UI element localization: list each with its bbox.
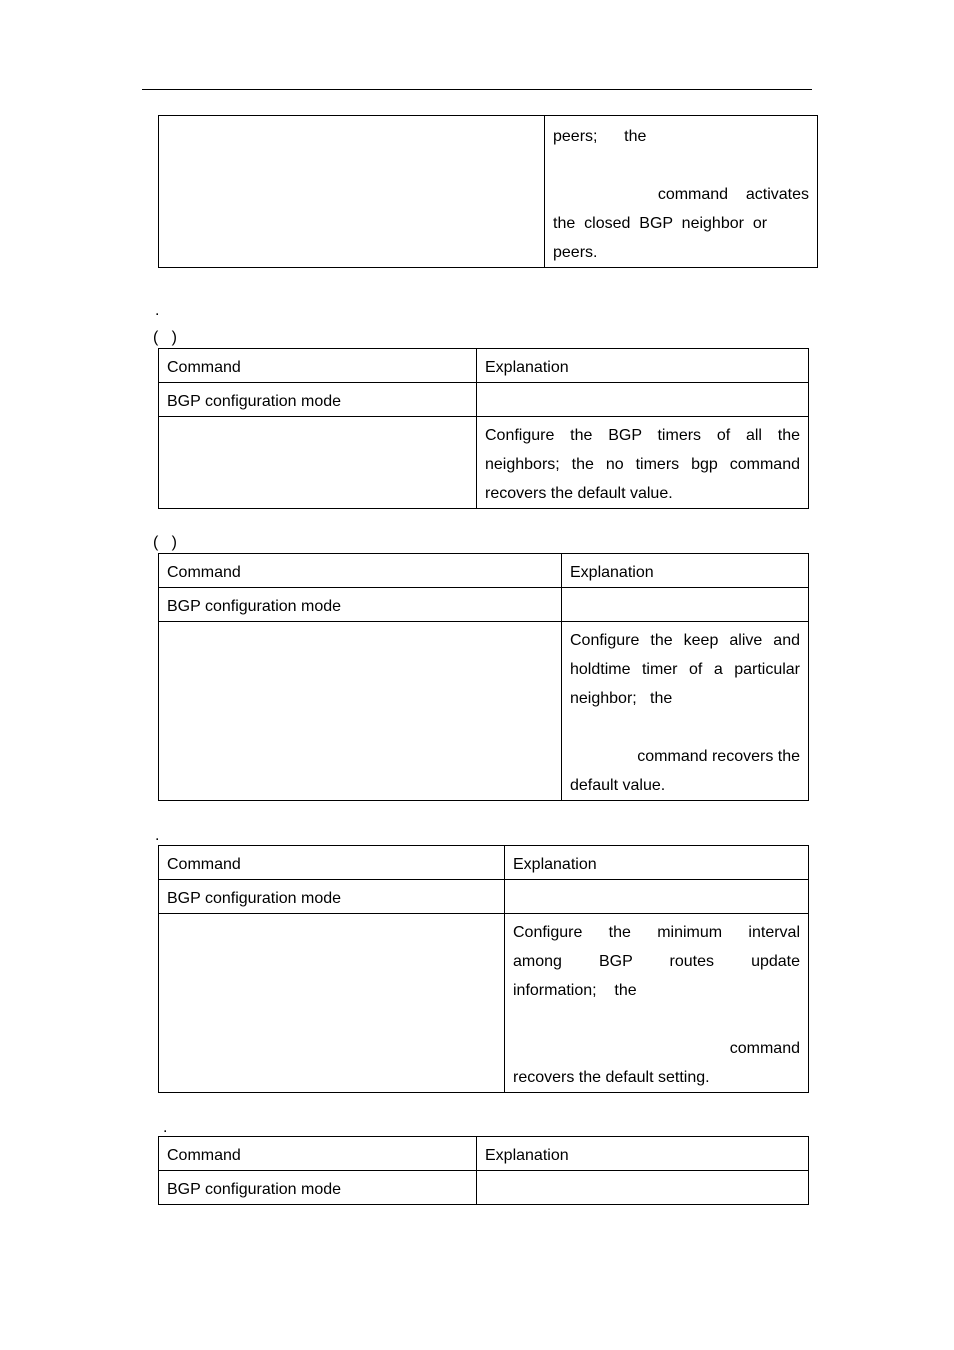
explanation-cell [505,914,809,1093]
explanation-line: peers. [553,244,598,261]
header-command: Command [159,349,477,383]
explanation-line: default value. [570,777,666,794]
header-command: Command [159,554,562,588]
mode-cell: BGP configuration mode [159,880,505,914]
empty-cell [477,1171,809,1205]
command-cell [159,116,545,268]
explanation-line: the closed BGP neighbor or [553,215,768,232]
neighbor-timers-table [158,553,809,801]
command-cell [159,417,477,509]
subsection-marker: ( ) [153,534,177,551]
explanation-line: peers; the [553,128,647,145]
explanation-cell [562,622,809,801]
explanation-cell: Configure the BGP timers of all the neighbors; the no timers bgp command recovers the default value. [477,417,809,509]
explanation-line: neighbor; the [570,690,673,707]
header-command: Command [159,846,505,880]
explanation-line: holdtime timer of a particular [570,661,800,678]
section-marker: . [163,1119,168,1136]
last-command-table [158,1136,809,1205]
explanation-line: Configure the minimum interval [513,924,800,941]
explanation-line: Configure the keep alive and [570,632,800,649]
command-cell [159,622,562,801]
empty-cell [477,383,809,417]
explanation-line: information; the [513,982,637,999]
mode-cell: BGP configuration mode [159,588,562,622]
continued-command-table [158,115,818,268]
header-explanation: Explanation [477,1137,809,1171]
explanation-line: among BGP routes update [513,953,800,970]
section-marker: . [155,827,160,844]
advertisement-interval-table [158,845,809,1093]
mode-cell: BGP configuration mode [159,1171,477,1205]
explanation-line: command recovers the [637,748,800,765]
header-explanation: Explanation [477,349,809,383]
mode-cell: BGP configuration mode [159,383,477,417]
subsection-marker: ( ) [153,329,177,346]
explanation-line: recovers the default setting. [513,1069,710,1086]
explanation-cell [545,116,818,268]
timers-bgp-table [158,348,809,509]
header-command: Command [159,1137,477,1171]
explanation-line: command activates [657,186,809,203]
section-marker: . [155,302,160,319]
header-explanation: Explanation [562,554,809,588]
explanation-line: command [729,1040,800,1057]
command-cell [159,914,505,1093]
empty-cell [562,588,809,622]
header-rule [142,89,812,90]
header-explanation: Explanation [505,846,809,880]
empty-cell [505,880,809,914]
